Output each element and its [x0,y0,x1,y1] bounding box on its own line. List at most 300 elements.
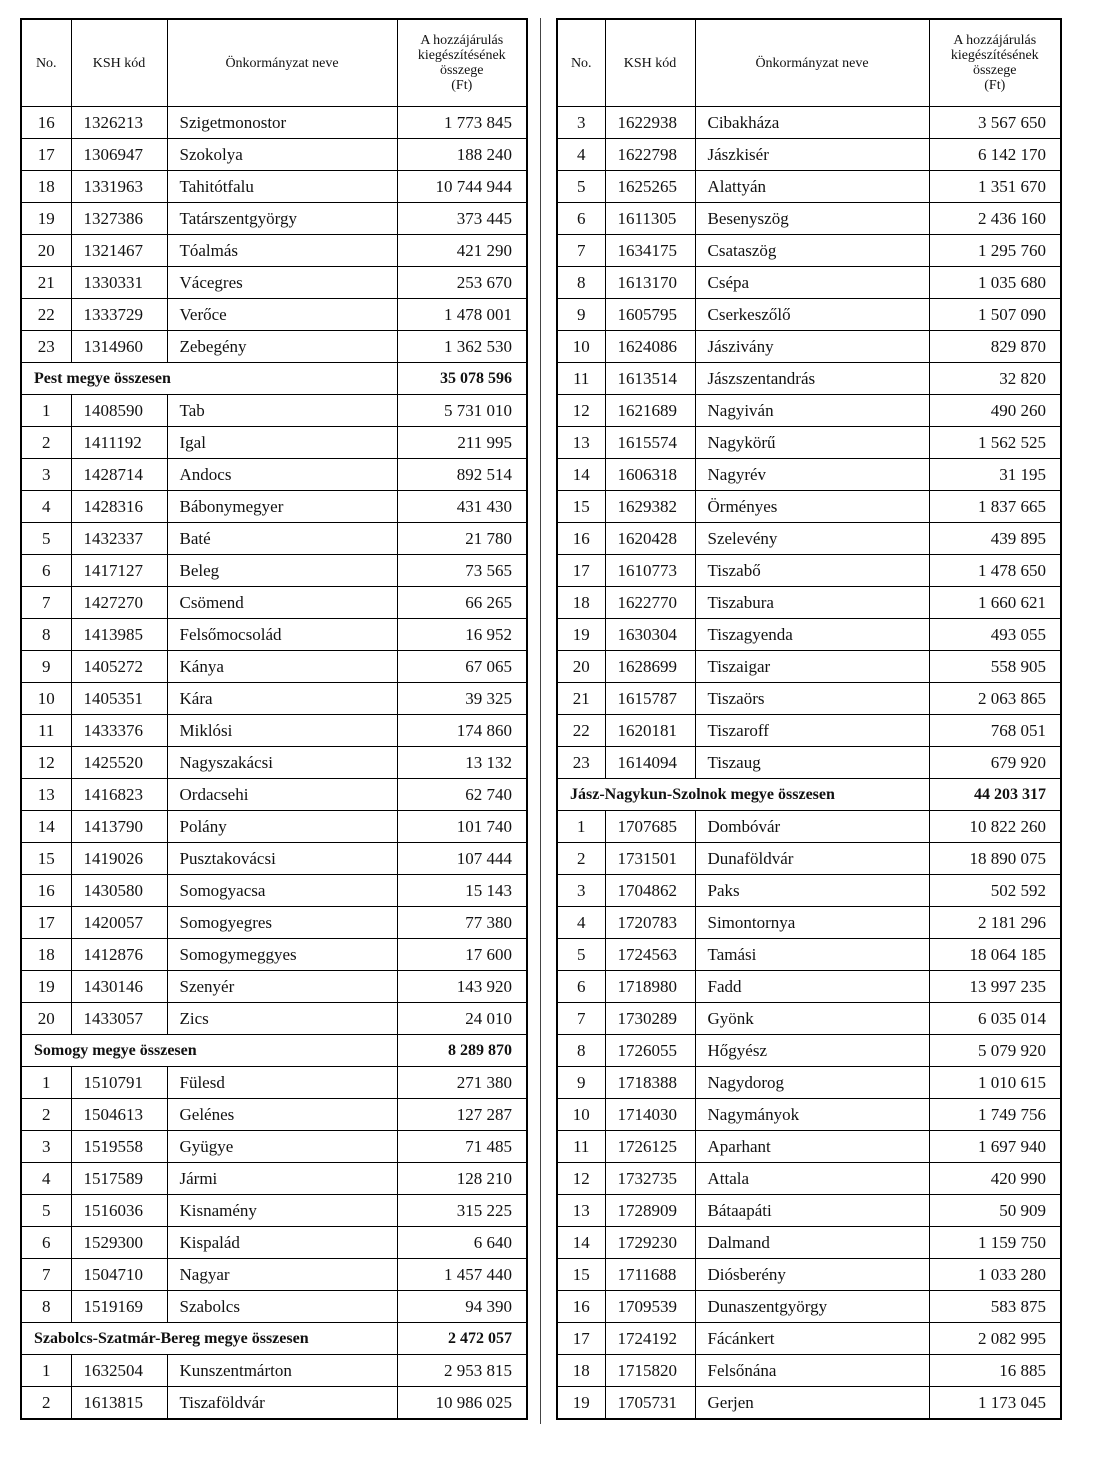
municipality-name: Kánya [167,651,397,683]
table-row [557,683,1061,715]
amount: 16 885 [929,1355,1061,1387]
row-no: 18 [557,1355,605,1387]
header-municipality-name: Önkormányzat neve [167,19,397,107]
table-row [557,1387,1061,1420]
row-no: 2 [557,843,605,875]
amount: 10 744 944 [397,171,527,203]
municipality-name: Kisnamény [167,1195,397,1227]
ksh-code: 1705731 [605,1387,695,1420]
row-no: 9 [557,299,605,331]
amount: 13 132 [397,747,527,779]
ksh-code: 1433376 [71,715,167,747]
amount: 439 895 [929,523,1061,555]
row-no: 20 [21,1003,71,1035]
county-total-label: Szabolcs-Szatmár-Bereg megye összesen [21,1323,397,1355]
ksh-code: 1630304 [605,619,695,651]
ksh-code: 1704862 [605,875,695,907]
municipality-name: Dunaszentgyörgy [695,1291,929,1323]
table-row [21,971,527,1003]
amount: 77 380 [397,907,527,939]
row-no: 6 [557,203,605,235]
ksh-code: 1714030 [605,1099,695,1131]
municipality-name: Tiszaug [695,747,929,779]
municipality-name: Jármi [167,1163,397,1195]
amount: 31 195 [929,459,1061,491]
county-total-row [21,363,527,395]
header-amount-line: összege [972,63,1017,78]
amount: 24 010 [397,1003,527,1035]
county-total-amount: 8 289 870 [397,1035,527,1067]
amount: 1 478 001 [397,299,527,331]
municipality-name: Tiszaörs [695,683,929,715]
table-row [557,651,1061,683]
ksh-code: 1610773 [605,555,695,587]
amount: 315 225 [397,1195,527,1227]
row-no: 17 [21,907,71,939]
ksh-code: 1412876 [71,939,167,971]
table-row [557,491,1061,523]
amount: 17 600 [397,939,527,971]
table-row [557,363,1061,395]
ksh-code: 1625265 [605,171,695,203]
ksh-code: 1427270 [71,587,167,619]
amount: 211 995 [397,427,527,459]
row-no: 15 [21,843,71,875]
ksh-code: 1732735 [605,1163,695,1195]
ksh-code: 1516036 [71,1195,167,1227]
ksh-code: 1425520 [71,747,167,779]
table-row [21,1163,527,1195]
municipality-name: Tamási [695,939,929,971]
municipality-name: Nagyar [167,1259,397,1291]
table-row [557,1195,1061,1227]
ksh-code: 1728909 [605,1195,695,1227]
row-no: 19 [21,203,71,235]
ksh-code: 1615787 [605,683,695,715]
table-row [557,235,1061,267]
amount: 32 820 [929,363,1061,395]
table-row [21,619,527,651]
table-row [557,1259,1061,1291]
row-no: 1 [557,811,605,843]
ksh-code: 1614094 [605,747,695,779]
table-row [21,203,527,235]
ksh-code: 1430146 [71,971,167,1003]
municipality-name: Örményes [695,491,929,523]
amount: 1 660 621 [929,587,1061,619]
ksh-code: 1419026 [71,843,167,875]
table-row [21,491,527,523]
table-row [21,1195,527,1227]
municipality-name: Szelevény [695,523,929,555]
amount: 1 035 680 [929,267,1061,299]
row-no: 21 [557,683,605,715]
table-row [21,811,527,843]
ksh-code: 1306947 [71,139,167,171]
header-amount [929,19,1061,107]
amount: 50 909 [929,1195,1061,1227]
ksh-code: 1720783 [605,907,695,939]
municipality-name: Kára [167,683,397,715]
table-row [21,267,527,299]
table-row [557,555,1061,587]
municipality-name: Bátaapáti [695,1195,929,1227]
ksh-code: 1413790 [71,811,167,843]
municipality-name: Andocs [167,459,397,491]
row-no: 13 [557,427,605,459]
municipality-name: Szenyér [167,971,397,1003]
amount: 67 065 [397,651,527,683]
ksh-code: 1433057 [71,1003,167,1035]
table-row [557,299,1061,331]
table-row [557,1067,1061,1099]
row-no: 3 [21,1131,71,1163]
table-row [21,1227,527,1259]
municipality-name: Nagykörű [695,427,929,459]
row-no: 2 [21,427,71,459]
row-no: 4 [21,1163,71,1195]
header-amount-line: kiegészítésének [417,48,506,63]
right-table [556,18,1062,1420]
ksh-code: 1629382 [605,491,695,523]
ksh-code: 1321467 [71,235,167,267]
county-total-label: Somogy megye összesen [21,1035,397,1067]
ksh-code: 1731501 [605,843,695,875]
table-row [557,459,1061,491]
table-row [21,331,527,363]
table-row [21,1387,527,1420]
header-ksh-code: KSH kód [71,19,167,107]
amount: 420 990 [929,1163,1061,1195]
row-no: 4 [21,491,71,523]
table-row [21,1131,527,1163]
table-row [557,1035,1061,1067]
ksh-code: 1624086 [605,331,695,363]
amount: 10 986 025 [397,1387,527,1420]
row-no: 9 [21,651,71,683]
amount: 1 507 090 [929,299,1061,331]
table-row [21,171,527,203]
municipality-name: Csömend [167,587,397,619]
municipality-name: Alattyán [695,171,929,203]
table-row [21,235,527,267]
county-total-amount: 2 472 057 [397,1323,527,1355]
table-row [21,427,527,459]
county-total-row [21,1035,527,1067]
amount: 431 430 [397,491,527,523]
amount: 1 295 760 [929,235,1061,267]
municipality-name: Jászivány [695,331,929,363]
ksh-code: 1606318 [605,459,695,491]
amount: 253 670 [397,267,527,299]
municipality-name: Cserkeszőlő [695,299,929,331]
municipality-name: Dombóvár [695,811,929,843]
ksh-code: 1709539 [605,1291,695,1323]
row-no: 23 [21,331,71,363]
ksh-code: 1413985 [71,619,167,651]
amount: 1 478 650 [929,555,1061,587]
ksh-code: 1622770 [605,587,695,619]
row-no: 7 [557,1003,605,1035]
municipality-name: Dalmand [695,1227,929,1259]
municipality-name: Gelénes [167,1099,397,1131]
amount: 1 173 045 [929,1387,1061,1420]
table-row [557,939,1061,971]
row-no: 12 [557,1163,605,1195]
amount: 679 920 [929,747,1061,779]
row-no: 22 [557,715,605,747]
row-no: 8 [21,619,71,651]
header-amount-line: A hozzájárulás [420,33,504,48]
amount: 6 142 170 [929,139,1061,171]
municipality-name: Polány [167,811,397,843]
municipality-name: Besenyszög [695,203,929,235]
amount: 10 822 260 [929,811,1061,843]
municipality-name: Nagyszakácsi [167,747,397,779]
amount: 18 890 075 [929,843,1061,875]
amount: 583 875 [929,1291,1061,1323]
municipality-name: Baté [167,523,397,555]
row-no: 12 [557,395,605,427]
municipality-name: Felsőnána [695,1355,929,1387]
table-row [557,267,1061,299]
ksh-code: 1432337 [71,523,167,555]
municipality-name: Szokolya [167,139,397,171]
table-row [21,459,527,491]
row-no: 4 [557,907,605,939]
row-no: 10 [557,331,605,363]
amount: 2 181 296 [929,907,1061,939]
row-no: 19 [557,619,605,651]
table-row [21,843,527,875]
row-no: 1 [21,1067,71,1099]
amount: 829 870 [929,331,1061,363]
amount: 188 240 [397,139,527,171]
table-row [21,523,527,555]
municipality-name: Tahitótfalu [167,171,397,203]
ksh-code: 1621689 [605,395,695,427]
row-no: 2 [21,1387,71,1420]
municipality-name: Kispalád [167,1227,397,1259]
row-no: 5 [21,1195,71,1227]
municipality-name: Nagydorog [695,1067,929,1099]
table-row [557,747,1061,779]
municipality-name: Diósberény [695,1259,929,1291]
table-row [557,971,1061,1003]
ksh-code: 1726125 [605,1131,695,1163]
row-no: 8 [557,267,605,299]
municipality-name: Beleg [167,555,397,587]
ksh-code: 1622938 [605,107,695,139]
row-no: 3 [21,459,71,491]
municipality-name: Somogyegres [167,907,397,939]
amount: 1 033 280 [929,1259,1061,1291]
table-row [557,395,1061,427]
row-no: 8 [21,1291,71,1323]
amount: 1 457 440 [397,1259,527,1291]
municipality-name: Ordacsehi [167,779,397,811]
table-row [557,1227,1061,1259]
table-row [557,1099,1061,1131]
table-row [21,907,527,939]
table-row [21,683,527,715]
ksh-code: 1724563 [605,939,695,971]
table-row [21,587,527,619]
amount: 2 953 815 [397,1355,527,1387]
row-no: 11 [21,715,71,747]
header-no: No. [557,19,605,107]
amount: 892 514 [397,459,527,491]
table-row [21,779,527,811]
municipality-name: Verőce [167,299,397,331]
municipality-name: Tóalmás [167,235,397,267]
amount: 94 390 [397,1291,527,1323]
row-no: 15 [557,1259,605,1291]
amount: 107 444 [397,843,527,875]
municipality-name: Szigetmonostor [167,107,397,139]
ksh-code: 1613514 [605,363,695,395]
municipality-name: Nagymányok [695,1099,929,1131]
row-no: 14 [557,459,605,491]
row-no: 19 [557,1387,605,1420]
row-no: 7 [557,235,605,267]
row-no: 17 [557,555,605,587]
ksh-code: 1519169 [71,1291,167,1323]
ksh-code: 1620428 [605,523,695,555]
municipality-name: Csépa [695,267,929,299]
ksh-code: 1519558 [71,1131,167,1163]
table-row [21,139,527,171]
table-row [21,747,527,779]
row-no: 4 [557,139,605,171]
row-no: 13 [557,1195,605,1227]
amount: 62 740 [397,779,527,811]
ksh-code: 1504710 [71,1259,167,1291]
amount: 5 731 010 [397,395,527,427]
municipality-name: Jászkisér [695,139,929,171]
row-no: 5 [557,939,605,971]
header-municipality-name: Önkormányzat neve [695,19,929,107]
ksh-code: 1327386 [71,203,167,235]
table-row [557,1003,1061,1035]
table-row [557,1291,1061,1323]
municipality-name: Simontornya [695,907,929,939]
table-row [557,203,1061,235]
row-no: 19 [21,971,71,1003]
municipality-name: Csataszög [695,235,929,267]
ksh-code: 1510791 [71,1067,167,1099]
amount: 6 035 014 [929,1003,1061,1035]
municipality-name: Zebegény [167,331,397,363]
table-row [557,619,1061,651]
amount: 39 325 [397,683,527,715]
ksh-code: 1430580 [71,875,167,907]
municipality-name: Bábonymegyer [167,491,397,523]
ksh-code: 1517589 [71,1163,167,1195]
ksh-code: 1405272 [71,651,167,683]
ksh-code: 1326213 [71,107,167,139]
left-table [20,18,528,1420]
municipality-name: Tiszagyenda [695,619,929,651]
table-row [21,299,527,331]
municipality-name: Vácegres [167,267,397,299]
table-row [21,939,527,971]
amount: 71 485 [397,1131,527,1163]
row-no: 14 [557,1227,605,1259]
row-no: 7 [21,1259,71,1291]
row-no: 3 [557,875,605,907]
municipality-name: Aparhant [695,1131,929,1163]
table-row [557,843,1061,875]
row-no: 3 [557,107,605,139]
amount: 18 064 185 [929,939,1061,971]
amount: 502 592 [929,875,1061,907]
municipality-name: Attala [695,1163,929,1195]
row-no: 7 [21,587,71,619]
row-no: 18 [21,939,71,971]
ksh-code: 1622798 [605,139,695,171]
amount: 1 159 750 [929,1227,1061,1259]
ksh-code: 1729230 [605,1227,695,1259]
row-no: 8 [557,1035,605,1067]
ksh-code: 1730289 [605,1003,695,1035]
row-no: 15 [557,491,605,523]
amount: 128 210 [397,1163,527,1195]
ksh-code: 1411192 [71,427,167,459]
header-amount-line: összege [439,63,484,78]
table-row [21,1099,527,1131]
row-no: 6 [557,971,605,1003]
table-row [557,107,1061,139]
amount: 1 351 670 [929,171,1061,203]
table-row [557,331,1061,363]
amount: 73 565 [397,555,527,587]
header-amount-line: (Ft) [984,78,1006,93]
row-no: 6 [21,1227,71,1259]
header-amount-line: A hozzájárulás [953,33,1037,48]
municipality-name: Fácánkert [695,1323,929,1355]
row-no: 2 [21,1099,71,1131]
table-row [557,171,1061,203]
amount: 143 920 [397,971,527,1003]
row-no: 11 [557,363,605,395]
row-no: 11 [557,1131,605,1163]
municipality-name: Gerjen [695,1387,929,1420]
table-row [21,875,527,907]
municipality-name: Gyönk [695,1003,929,1035]
table-row [21,395,527,427]
ksh-code: 1605795 [605,299,695,331]
amount: 3 567 650 [929,107,1061,139]
row-no: 1 [21,1355,71,1387]
county-total-row [557,779,1061,811]
amount: 101 740 [397,811,527,843]
row-no: 9 [557,1067,605,1099]
table-row [21,1355,527,1387]
ksh-code: 1428316 [71,491,167,523]
amount: 2 063 865 [929,683,1061,715]
amount: 6 640 [397,1227,527,1259]
ksh-code: 1613815 [71,1387,167,1420]
row-no: 6 [21,555,71,587]
amount: 2 082 995 [929,1323,1061,1355]
county-total-label: Pest megye összesen [21,363,397,395]
table-row [557,587,1061,619]
row-no: 18 [21,171,71,203]
header-amount-line: (Ft) [451,78,473,93]
row-no: 22 [21,299,71,331]
table-row [557,1163,1061,1195]
